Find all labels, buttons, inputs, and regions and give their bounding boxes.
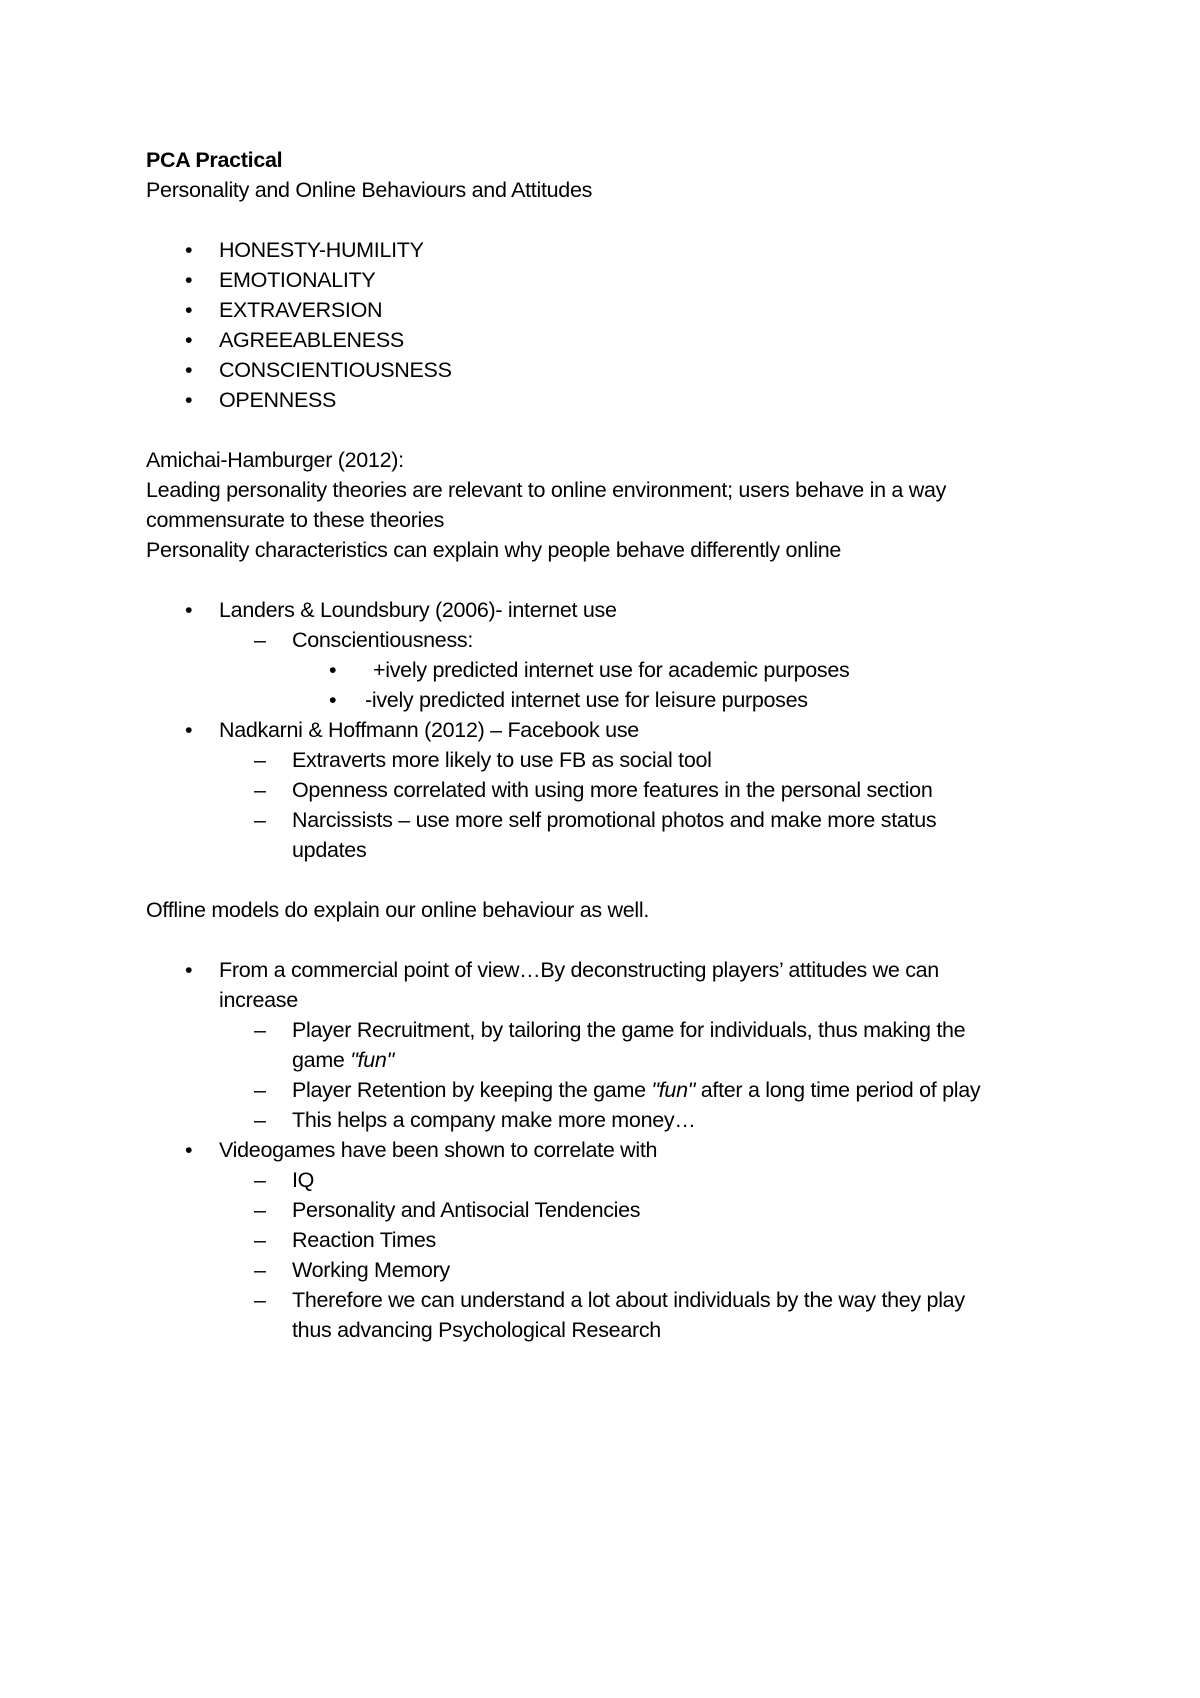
- retention-item: [146, 1075, 1066, 1105]
- bullet-icon: •: [185, 358, 193, 382]
- bullet-icon: •: [185, 1138, 193, 1162]
- videogames-point: [146, 1195, 1066, 1225]
- videogames-point-continuation: [146, 1315, 1066, 1345]
- videogames-point-text: thus advancing Psychological Research: [292, 1318, 661, 1342]
- recruitment-text: game: [292, 1048, 351, 1072]
- trait-label: AGREEABLENESS: [219, 328, 404, 352]
- traits-list: [146, 235, 1066, 415]
- commercial-label: From a commercial point of view…By deconstructing players’ attitudes we can: [219, 958, 939, 982]
- dash-icon: –: [254, 1078, 266, 1102]
- bullet-icon: •: [185, 598, 193, 622]
- videogames-point: [146, 1165, 1066, 1195]
- studies-list: [146, 595, 1066, 865]
- bullet-icon: •: [185, 958, 193, 982]
- videogames-point-text: IQ: [292, 1168, 315, 1192]
- spacer: [146, 925, 1066, 955]
- videogames-point: [146, 1225, 1066, 1255]
- study-label: Nadkarni & Hoffmann (2012) – Facebook use: [219, 718, 639, 742]
- amichai-text-line: commensurate to these theories: [146, 508, 445, 532]
- offline-statement: Offline models do explain our online behaviour as well.: [146, 898, 649, 922]
- document-page: [146, 145, 1066, 1345]
- study-label: Landers & Loundsbury (2006)- internet use: [219, 598, 617, 622]
- trait-item: [146, 355, 1066, 385]
- study-sub-item: [146, 775, 1066, 805]
- bullet-icon: •: [185, 718, 193, 742]
- videogames-point: [146, 1285, 1066, 1315]
- dash-icon: –: [254, 748, 266, 772]
- study-point-text: Narcissists – use more self promotional photos and make more status: [292, 808, 937, 832]
- bullet-icon: •: [329, 658, 337, 682]
- spacer: [146, 865, 1066, 895]
- study-nadkarni: [146, 715, 1066, 745]
- recruitment-text: Player Recruitment, by tailoring the game for individuals, thus making the: [292, 1018, 966, 1042]
- retention-text: Player Retention by keeping the game: [292, 1078, 652, 1102]
- videogames-point-text: Personality and Antisocial Tendencies: [292, 1198, 641, 1222]
- document-title: PCA Practical: [146, 148, 283, 172]
- study-point: [146, 685, 1066, 715]
- videogames-point: [146, 1255, 1066, 1285]
- bullet-icon: •: [185, 388, 193, 412]
- recruitment-item-continuation: [146, 1045, 1066, 1075]
- dash-icon: –: [254, 1108, 266, 1132]
- videogames-point-text: Working Memory: [292, 1258, 450, 1282]
- trait-item: [146, 235, 1066, 265]
- trait-label: HONESTY-HUMILITY: [219, 238, 424, 262]
- commercial-list: [146, 955, 1066, 1345]
- trait-label: EMOTIONALITY: [219, 268, 376, 292]
- dash-icon: –: [254, 1168, 266, 1192]
- study-sub-label: Conscientiousness:: [292, 628, 474, 652]
- bullet-icon: •: [185, 328, 193, 352]
- amichai-text-line: Leading personality theories are relevant to online environment; users behave in a way: [146, 478, 947, 502]
- dash-icon: –: [254, 1228, 266, 1252]
- study-sub-item-continuation: [146, 835, 1066, 865]
- amichai-heading: Amichai-Hamburger (2012):: [146, 448, 404, 472]
- dash-icon: –: [254, 808, 266, 832]
- bullet-icon: •: [185, 268, 193, 292]
- commercial-item-continuation: [146, 985, 1066, 1015]
- videogames-point-text: Reaction Times: [292, 1228, 436, 1252]
- commercial-item: [146, 955, 1066, 985]
- study-point-text: +ively predicted internet use for academic purposes: [373, 658, 850, 682]
- recruitment-item: [146, 1015, 1066, 1045]
- dash-icon: –: [254, 1288, 266, 1312]
- spacer: [146, 415, 1066, 445]
- bullet-icon: •: [185, 298, 193, 322]
- trait-label: EXTRAVERSION: [219, 298, 383, 322]
- dash-icon: –: [254, 1258, 266, 1282]
- study-point-text: -ively predicted internet use for leisure purposes: [365, 688, 808, 712]
- trait-item: [146, 265, 1066, 295]
- study-point-text: Extraverts more likely to use FB as social tool: [292, 748, 712, 772]
- money-item: [146, 1105, 1066, 1135]
- dash-icon: –: [254, 1198, 266, 1222]
- study-sub-item: [146, 805, 1066, 835]
- dash-icon: –: [254, 1018, 266, 1042]
- bullet-icon: •: [329, 688, 337, 712]
- money-text: This helps a company make more money…: [292, 1108, 696, 1132]
- trait-item: [146, 385, 1066, 415]
- trait-item: [146, 325, 1066, 355]
- fun-word: "fun": [350, 1048, 394, 1072]
- fun-word: "fun": [651, 1078, 696, 1102]
- study-point: [146, 655, 1066, 685]
- retention-text: after a long time period of play: [695, 1078, 981, 1102]
- videogames-label: Videogames have been shown to correlate with: [219, 1138, 658, 1162]
- study-point-text: updates: [292, 838, 367, 862]
- trait-item: [146, 295, 1066, 325]
- document-subtitle: Personality and Online Behaviours and Attitudes: [146, 178, 593, 202]
- study-sub-item: [146, 745, 1066, 775]
- study-point-text: Openness correlated with using more features in the personal section: [292, 778, 933, 802]
- dash-icon: –: [254, 628, 266, 652]
- spacer: [146, 565, 1066, 595]
- trait-label: OPENNESS: [219, 388, 337, 412]
- study-sub-item: [146, 625, 1066, 655]
- trait-label: CONSCIENTIOUSNESS: [219, 358, 452, 382]
- amichai-text-line: Personality characteristics can explain why people behave differently online: [146, 538, 842, 562]
- videogames-point-text: Therefore we can understand a lot about individuals by the way they play: [292, 1288, 965, 1312]
- dash-icon: –: [254, 778, 266, 802]
- commercial-label: increase: [219, 988, 298, 1012]
- study-landers: [146, 595, 1066, 625]
- spacer: [146, 205, 1066, 235]
- bullet-icon: •: [185, 238, 193, 262]
- videogames-item: [146, 1135, 1066, 1165]
